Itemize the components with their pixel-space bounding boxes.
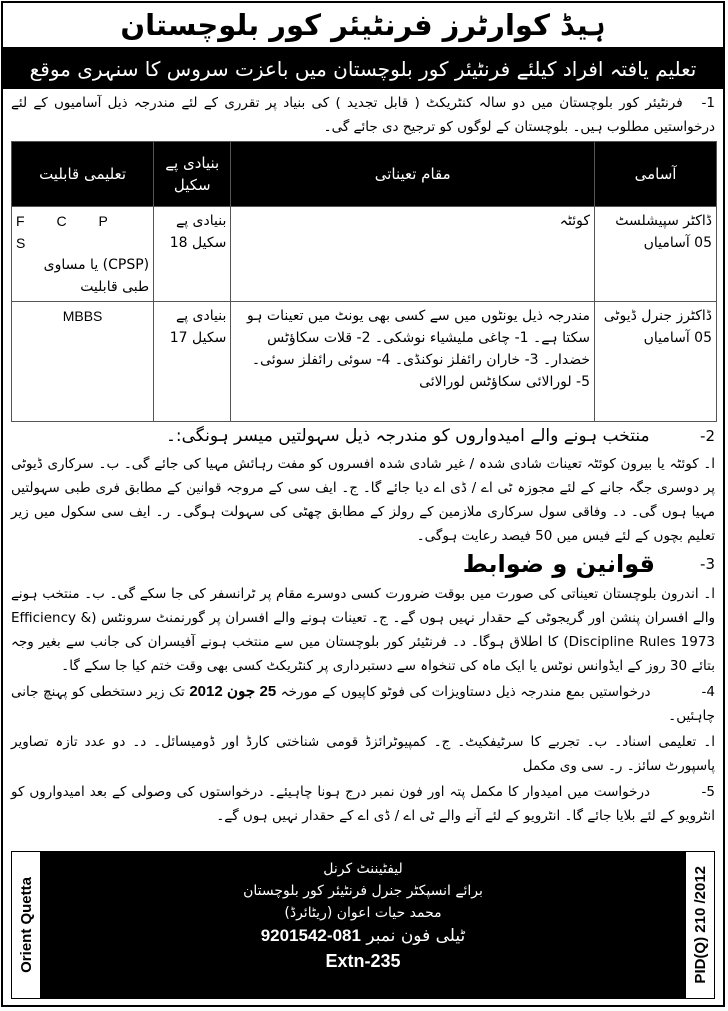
section-3-number: 3- [700,555,715,573]
section-2-number: 2- [700,427,715,445]
page-title: ہیڈ کوارٹرز فرنٹیئر کور بلوچستان [3,3,723,49]
header-qualification: تعلیمی قابلیت [12,142,154,207]
agency-label [12,852,41,998]
phone-number: 081-9201542 [260,926,361,945]
cell-post: ڈاکٹرز جنرل ڈیوٹی 05 آسامیاں [595,302,717,422]
section-3-text: ا۔ اندرون بلوچستان تعیناتی کی صورت میں بوقت ضرورت کسی دوسرے مقام پر ٹرانسفر کی جا سکے گی۔ ب۔ منتخب ہونے والے افسران پنشن اور گریجوٹی کے حقدار نہیں ہوں گے۔ ج۔ تعینات ہونے والے افسران پر گورنمنٹ سرونٹس (Efficiency & Discipline Rules 1973) کا اطلاق ہوگا۔ د۔ فرنٹیئر کور بلوچستان میں سے منتخب ہونے آفیسران کی جانب سے بغیر وجہ بتائے 30 روز کے ایڈوانس نوٹس یا ایک ماہ کی تنخواہ سے دستبرداری پر کنٹریکٹ کسی بھی وقت ختم کیا جا سکے گا۔ [11,586,715,674]
section-4 [3,678,723,728]
phone-label: ٹیلی فون نمبر [366,926,466,946]
signatory-for: برائے انسپکٹر جنرل فرنٹیئر کور بلوچستان [243,883,483,899]
section-1-number: 1- [701,95,715,111]
section-5 [3,778,723,828]
signature-panel [41,852,685,998]
table-row [12,207,717,302]
qualification-line-2: (CPSP) یا مساوی طبی قابلیت [43,257,150,295]
posts-table [11,141,717,422]
signature-block [11,851,715,999]
cell-place: کوئٹہ [231,207,595,302]
cell-place: مندرجہ ذیل یونٹوں میں سے کسی بھی یونٹ میں تعینات ہو سکتا ہے۔ 1- چاغی ملیشیاء نوشکی۔ 2- قلات سکاؤٹس خضدار۔ 3- خاران رائفلز نوکنڈی۔ 4- سوئی رائفلز سوئی۔ 5- لورالائی سکاؤٹس لورالائی [231,302,595,422]
cell-scale: بنیادی پے سکیل 17 [154,302,231,422]
header-scale: بنیادی پے سکیل [154,142,231,207]
cell-scale: بنیادی پے سکیل 18 [154,207,231,302]
table-row [12,302,717,422]
header-post: آسامی [595,142,717,207]
section-2-heading [3,422,723,450]
table-header-row [12,142,717,207]
section-4-text-after: تک زیر دستخطی کو پہنچ جانی چاہئیں۔ [11,684,715,724]
section-3-title: قوانین و ضوابط [462,550,655,578]
header-place: مقام تعیناتی [231,142,595,207]
signatory-name: محمد حیات اعوان (ریٹائرڈ) [284,905,442,921]
cell-qualification [12,302,154,422]
phone-extension: Extn-235 [325,951,401,971]
pid-label [685,852,714,998]
deadline-date: 25 جون 2012 [189,683,277,700]
pid-label-text: PID(Q) 210 /2012 [691,866,709,984]
section-4-text: درخواستیں بمع مندرجہ ذیل دستاویزات کی فوٹو کاپیوں کے مورخہ [280,684,651,700]
section-1 [3,89,723,139]
section-2-text: ا۔ کوئٹہ یا بیرون کوئٹہ تعینات شادی شدہ / غیر شادی شدہ افسروں کو مفت رہائش مہیا کی جائے گی۔ ب۔ سرکاری ڈیوٹی پر دوسری جگہ جانے کے لئے مجوزہ ٹی اے / ڈی اے دیا جائے گا۔ ج۔ ایف سی کے مروجہ قوانین کے مطابق فری طبی سہولتیں مہیا ہوں گی۔ د۔ وفاقی سول سرکاری ملازمین کے رولز کے مطابق چھٹی کی سہولت ہوگی۔ ر۔ ایف سی سکول میں زیر تعلیم بچوں کے لئے فیس میں 50 فیصد رعایت ہوگی۔ [11,456,715,544]
page-subtitle-banner: تعلیم یافتہ افراد کیلئے فرنٹیئر کور بلوچستان میں باعزت سروس کا سنہری موقع [3,49,723,89]
cell-qualification [12,207,154,302]
section-2-title: منتخب ہونے والے امیدواروں کو مندرجہ ذیل سہولتیں میسر ہونگی:۔ [165,426,650,446]
advertisement-page [1,1,725,1007]
cell-post: ڈاکٹر سپیشلسٹ 05 آسامیاں [595,207,717,302]
section-1-text: فرنٹیئر کور بلوچستان میں دو سالہ کنٹریکٹ ( قابل تجدید ) کی بنیاد پر تقرری کے لئے مندرجہ ذیل آسامیوں کے لئے درخواستیں مطلوب ہیں۔ بلوچستان کے لوگوں کو ترجیح دی جائے گی۔ [11,95,715,135]
section-4-documents: ا۔ تعلیمی اسناد۔ ب۔ تجربے کا سرٹیفکیٹ۔ ج۔ کمپیوٹرائزڈ قومی شناختی کارڈ اور ڈومیسائل۔ د۔ دو عدد تازہ تصاویر پاسپورٹ سائز۔ ر۔ سی وی مکمل [11,734,715,774]
signatory-rank: لیفٹیننٹ کرنل [323,861,403,877]
qualification-line-1: MBBS [62,308,103,324]
agency-label-text: Orient Quetta [17,877,35,973]
qualification-line-1: F C P S [16,213,122,251]
section-4-number: 4- [701,684,715,700]
section-3-heading [3,548,723,580]
section-5-text: درخواست میں امیدوار کا مکمل پتہ اور فون نمبر درج ہونا چاہیئے۔ درخواستوں کی وصولی کے بعد امیدواروں کو انٹرویو کے لئے بلایا جائے گا۔ انٹرویو کے لئے آنے والے ٹی اے / ڈی اے کے حقدار نہیں ہوں گے۔ [11,784,715,824]
phone-line [41,924,685,948]
section-5-number: 5- [701,784,716,800]
